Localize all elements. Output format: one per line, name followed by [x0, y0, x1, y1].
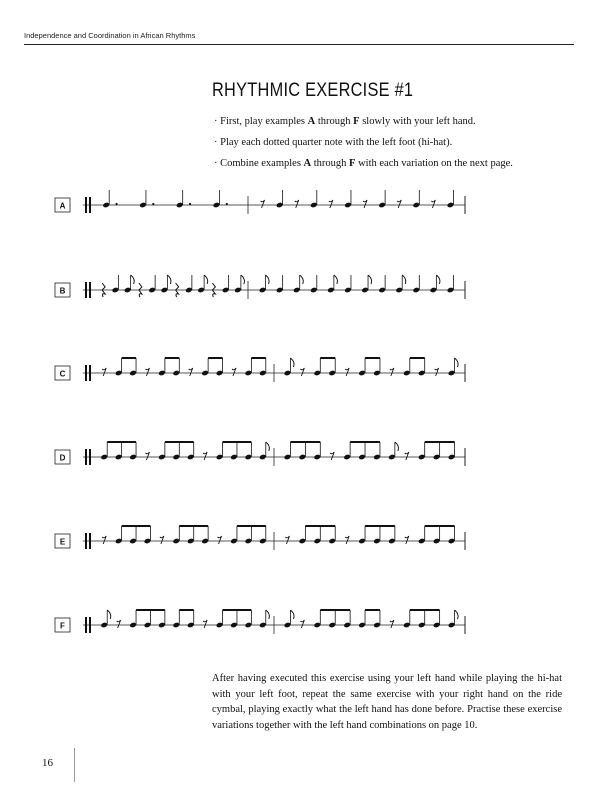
- running-header: Independence and Coordination in African Rhythms: [24, 31, 196, 40]
- example-ref: F: [349, 158, 356, 169]
- note-flag: [204, 275, 208, 284]
- eighth-rest: [160, 536, 164, 544]
- eighth-rest: [203, 620, 207, 628]
- note-beam: [410, 357, 425, 359]
- eighth-rest: [218, 536, 222, 544]
- note-flag: [368, 275, 372, 284]
- eighth-rest: [189, 368, 193, 376]
- eighth-rest: [145, 452, 149, 460]
- note-beam: [223, 441, 252, 443]
- note-flag: [290, 358, 294, 367]
- eighth-rest: [405, 536, 409, 544]
- eighth-rest: [397, 200, 401, 208]
- eighth-rest: [102, 536, 106, 544]
- eighth-rest: [435, 368, 439, 376]
- eighth-rest: [232, 368, 236, 376]
- example-ref: A: [303, 158, 312, 169]
- note-flag: [167, 275, 171, 284]
- eighth-rest: [203, 452, 207, 460]
- footer-rule: [74, 748, 75, 782]
- eighth-rest: [300, 620, 304, 628]
- eighth-rest: [285, 536, 289, 544]
- instruction-text: with each variation on the next page.: [355, 158, 513, 169]
- exercise-label: D: [59, 453, 66, 463]
- eighth-rest: [390, 620, 394, 628]
- note-beam: [320, 357, 335, 359]
- percussion-clef: [89, 533, 91, 549]
- note-beam: [410, 609, 440, 611]
- note-flag: [266, 442, 270, 451]
- eighth-rest: [261, 200, 265, 208]
- percussion-clef: [89, 197, 91, 213]
- note-dot: [115, 203, 117, 205]
- percussion-clef: [89, 282, 91, 298]
- page-number: 16: [42, 757, 53, 769]
- note-flag: [290, 610, 294, 619]
- note-beam: [365, 357, 380, 359]
- note-flag: [241, 275, 245, 284]
- note-beam: [290, 441, 320, 443]
- note-beam: [425, 441, 455, 443]
- note-dot: [226, 203, 228, 205]
- note-beam: [223, 609, 252, 611]
- note-beam: [107, 441, 136, 443]
- exercise-label: B: [59, 286, 66, 296]
- note-beam: [425, 525, 455, 527]
- note-beam: [179, 525, 208, 527]
- note-beam: [122, 357, 136, 359]
- note-beam: [165, 357, 179, 359]
- bullet: ·: [214, 116, 218, 127]
- example-ref: F: [353, 116, 360, 127]
- note-beam: [365, 609, 380, 611]
- eighth-rest: [295, 200, 299, 208]
- note-flag: [436, 275, 440, 284]
- percussion-clef: [89, 617, 91, 633]
- percussion-clef: [85, 449, 87, 465]
- note-flag: [402, 275, 406, 284]
- eighth-rest: [405, 452, 409, 460]
- note-dot: [152, 203, 154, 205]
- note-beam: [208, 357, 222, 359]
- percussion-clef: [85, 282, 87, 298]
- eighth-rest: [345, 536, 349, 544]
- exercise-label: E: [59, 537, 66, 547]
- instruction-text: Combine examples: [220, 158, 304, 169]
- eighth-rest: [345, 368, 349, 376]
- note-flag: [334, 275, 338, 284]
- note-flag: [455, 358, 459, 367]
- note-flag: [395, 442, 399, 451]
- note-beam: [251, 357, 265, 359]
- note-beam: [350, 441, 380, 443]
- instruction-text: through: [315, 116, 354, 127]
- note-beam: [365, 525, 395, 527]
- note-flag: [107, 610, 111, 619]
- note-flag: [300, 275, 304, 284]
- note-flag: [455, 610, 459, 619]
- percussion-clef: [85, 365, 87, 381]
- note-flag: [266, 275, 270, 284]
- percussion-clef: [89, 365, 91, 381]
- exercise-label: F: [60, 621, 65, 631]
- instruction-text: through: [311, 158, 350, 169]
- eighth-rest: [431, 200, 435, 208]
- note-beam: [237, 525, 266, 527]
- note-flag: [131, 275, 135, 284]
- percussion-clef: [85, 197, 87, 213]
- instruction-text: Play each dotted quarter note with the left foot (hi-hat).: [220, 137, 453, 148]
- note-beam: [320, 609, 350, 611]
- eighth-rest: [102, 368, 106, 376]
- note-beam: [136, 609, 165, 611]
- note-beam: [165, 441, 194, 443]
- note-beam: [305, 525, 335, 527]
- closing-paragraph: After having executed this exercise using your left hand while playing the hi-hat with your left foot, repeat the same exercise with your right hand on the ride cymbal, playing exactly what the left hand has done before. Practise these exercise variations together with the left hand combinations on page 10.: [212, 673, 562, 731]
- exercise-label: A: [59, 201, 66, 211]
- example-ref: A: [307, 116, 316, 127]
- note-beam: [122, 525, 151, 527]
- eighth-rest: [329, 200, 333, 208]
- instruction-text: First, play examples: [220, 116, 308, 127]
- percussion-clef: [89, 449, 91, 465]
- percussion-clef: [85, 533, 87, 549]
- eighth-rest: [300, 368, 304, 376]
- eighth-rest: [390, 368, 394, 376]
- eighth-rest: [145, 368, 149, 376]
- bullet: ·: [214, 137, 218, 148]
- instruction-text: slowly with your left hand.: [359, 116, 476, 127]
- eighth-rest: [117, 620, 121, 628]
- page-title: RHYTHMIC EXERCISE #1: [212, 80, 414, 101]
- exercise-label: C: [59, 369, 66, 379]
- note-flag: [266, 610, 270, 619]
- eighth-rest: [363, 200, 367, 208]
- eighth-rest: [330, 452, 334, 460]
- note-beam: [179, 609, 193, 611]
- bullet: ·: [214, 158, 218, 169]
- note-dot: [189, 203, 191, 205]
- percussion-clef: [85, 617, 87, 633]
